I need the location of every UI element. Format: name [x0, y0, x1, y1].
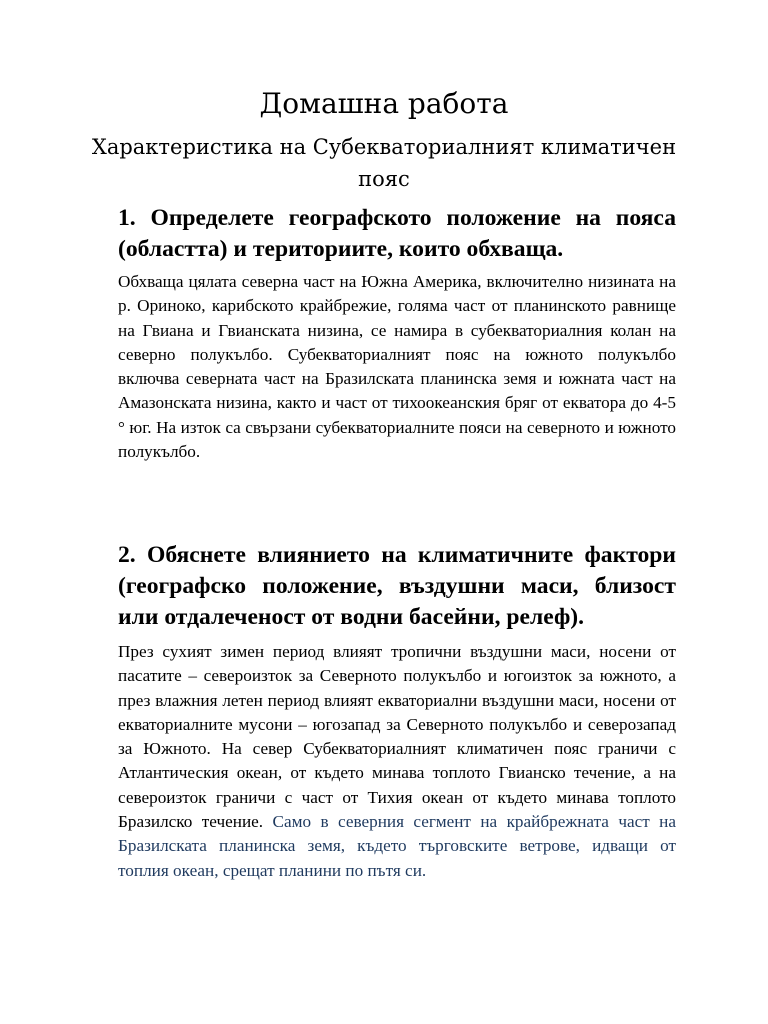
section-2-text: През сухият зимен период влияят тропични въздушни маси, носени от пасатите – североизток за Северното полукълбо и югоизток за южното, а през влажния летен период влияят екваториални въздушни маси, носени от екваториалните мусони – югозапад за Северното полукълбо и северозапад за Южното. На север Субекваториалният климатичен пояс граничи с Атлантическия океан, от където минава топлото Гвианско течение, а на североизток граничи с част от Тихия океан от където минава топлото Бразилско течение. — [118, 642, 676, 832]
section-1-heading: 1. Определете географското положение на пояса (областта) и териториите, които обхваща. — [118, 205, 676, 262]
document-title: Домашна работа — [259, 87, 509, 120]
document-subtitle: Характеристика на Субекваториалният климатичен пояс — [91, 135, 677, 191]
section-2-paragraph — [118, 640, 676, 883]
section-2-highlight-text: Само в северния сегмент на крайбрежната част на Бразилската планинска земя, където търговските ветрове, идващи от топлия океан, срещат планини по пътя си. — [118, 812, 676, 880]
section-2-heading: 2. Обяснете влиянието на климатичните фактори (географско положение, въздушни маси, близост или отдалеченост от водни басейни, релеф). — [118, 542, 676, 630]
section-1-paragraph: Обхваща цялата северна част на Южна Америка, включително низината на р. Ориноко, карибското крайбрежие, голяма част от планинското равнище на Гвиана и Гвианската низина, се намира в субекваториалния колан на северно полукълбо. Субекваториалният пояс на южното полукълбо включва северната част на Бразилската планинска земя и южната част на Амазонската низина, както и част от тихоокеанския бряг от екватора до 4-5 ° юг. На изток са свързани субекваториалните пояси на северното и южното полукълбо. — [118, 272, 676, 462]
